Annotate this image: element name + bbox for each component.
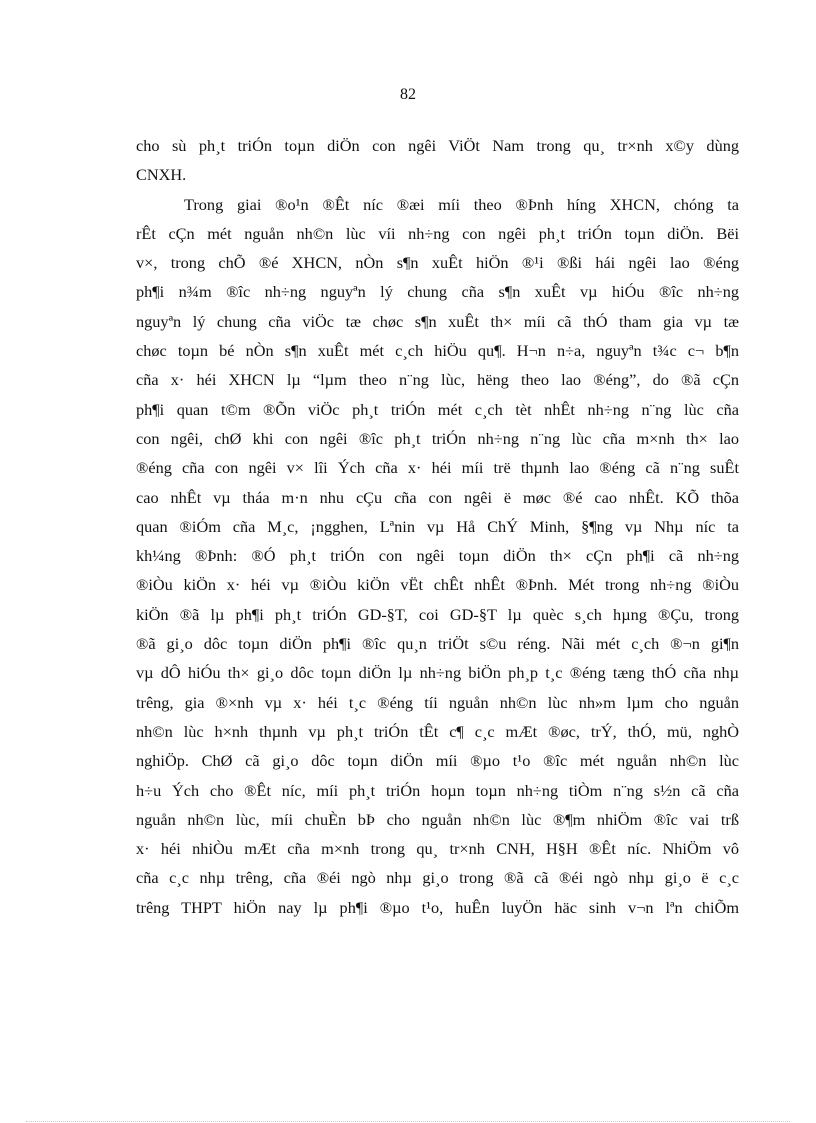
text-line: vµ dÔ hiÓu th× gi¸o dôc toµn diÖn lµ nh÷ng biÖn ph¸p t¸c ®éng tæng thÓ cña nhµ <box>136 663 739 683</box>
text-line: ®ã gi¸o dôc toµn diÖn ph¶i ®îc qu¸n triÖt s©u réng. Nãi mét c¸ch ®¬n gi¶n <box>136 634 739 654</box>
text-line: cña c¸c nhµ trêng, cña ®éi ngò nhµ gi¸o trong ®ã cã ®éi ngò nhµ gi¸o ë c¸c <box>136 868 739 888</box>
text-line: CNXH. <box>136 165 187 185</box>
text-line: cho sù ph¸t triÓn toµn diÖn con ngêi ViÖt Nam trong qu¸ tr×nh x©y dùng <box>136 136 739 155</box>
text-line: ®iÒu kiÖn x· héi vµ ®iÒu kiÖn vËt chÊt nhÊt ®Þnh. Mét trong nh÷ng ®iÒu <box>136 575 739 595</box>
text-line: kh¼ng ®Þnh: ®Ó ph¸t triÓn con ngêi toµn diÖn th× cÇn ph¶i cã nh÷ng <box>136 546 739 566</box>
text-line: chøc toµn bé nÒn s¶n xuÊt mét c¸ch hiÖu qu¶. H¬n n÷a, nguyªn t¾c c¬ b¶n <box>136 341 739 361</box>
text-line: x· héi nhiÒu mÆt cña m×nh trong qu¸ tr×nh CNH, H§H ®Êt níc. NhiÖm vô <box>136 839 739 859</box>
text-line: nh©n lùc h×nh thµnh vµ ph¸t triÓn tÊt c¶ c¸c mÆt ®øc, trÝ, thÓ, mü, nghÒ <box>136 721 739 741</box>
body-text <box>136 131 739 922</box>
text-line: trêng, gia ®×nh vµ x· héi t¸c ®éng tíi nguån nh©n lùc nh»m lµm cho nguån <box>136 692 739 712</box>
page-bottom-divider <box>26 1121 790 1122</box>
text-line: nguån nh©n lùc, míi chuÈn bÞ cho nguån nh©n lùc ®¶m nhiÖm ®îc vai trß <box>136 809 739 829</box>
text-line: nghiÖp. ChØ cã gi¸o dôc toµn diÖn míi ®µo t¹o ®îc mét nguån nh©n lùc <box>136 751 739 771</box>
text-line: cao nhÊt vµ tháa m·n nhu cÇu cña con ngêi ë møc ®é cao nhÊt. KÕ thõa <box>136 487 739 507</box>
text-line: kiÖn ®ã lµ ph¶i ph¸t triÓn GD-§T, coi GD-§T lµ quèc s¸ch hµng ®Çu, trong <box>136 604 739 624</box>
text-line: nguyªn lý chung cña viÖc tæ chøc s¶n xuÊt th× míi cã thÓ tham gia vµ tæ <box>136 311 739 331</box>
paragraph-first-line: Trong giai ®o¹n ®Êt níc ®æi míi theo ®Þnh híng XHCN, chóng ta <box>184 194 739 214</box>
text-line: ®éng cña con ngêi v× lîi Ých cña x· héi míi trë thµnh lao ®éng cã n¨ng suÊt <box>136 458 739 478</box>
text-line: v×, trong chÕ ®é XHCN, nÒn s¶n xuÊt hiÖn ®¹i ®ßi hái ngêi lao ®éng <box>136 253 739 273</box>
text-line: ph¶i quan t©m ®Õn viÖc ph¸t triÓn mét c¸ch tèt nhÊt nh÷ng n¨ng lùc cña <box>136 399 739 419</box>
text-line: con ngêi, chØ khi con ngêi ®îc ph¸t triÓn nh÷ng n¨ng lùc cña m×nh th× lao <box>136 428 739 448</box>
page-number: 82 <box>400 86 416 103</box>
text-line: quan ®iÓm cña M¸c, ¡ngghen, Lªnin vµ Hå ChÝ Minh, §¶ng vµ Nhµ níc ta <box>136 516 739 536</box>
text-line: ph¶i n¾m ®îc nh÷ng nguyªn lý chung cña s¶n xuÊt vµ hiÓu ®îc nh÷ng <box>136 282 739 302</box>
text-line: trêng THPT hiÖn nay lµ ph¶i ®µo t¹o, huÊn luyÖn häc sinh v¬n lªn chiÕm <box>136 897 739 917</box>
text-line: h÷u Ých cho ®Êt níc, míi ph¸t triÓn hoµn toµn nh÷ng tiÒm n¨ng s½n cã cña <box>136 780 739 800</box>
text-line: cña x· héi XHCN lµ “lµm theo n¨ng lùc, hëng theo lao ®éng”, do ®ã cÇn <box>136 370 739 390</box>
text-line: rÊt cÇn mét nguån nh©n lùc víi nh÷ng con ngêi ph¸t triÓn toµn diÖn. Bëi <box>136 223 739 243</box>
